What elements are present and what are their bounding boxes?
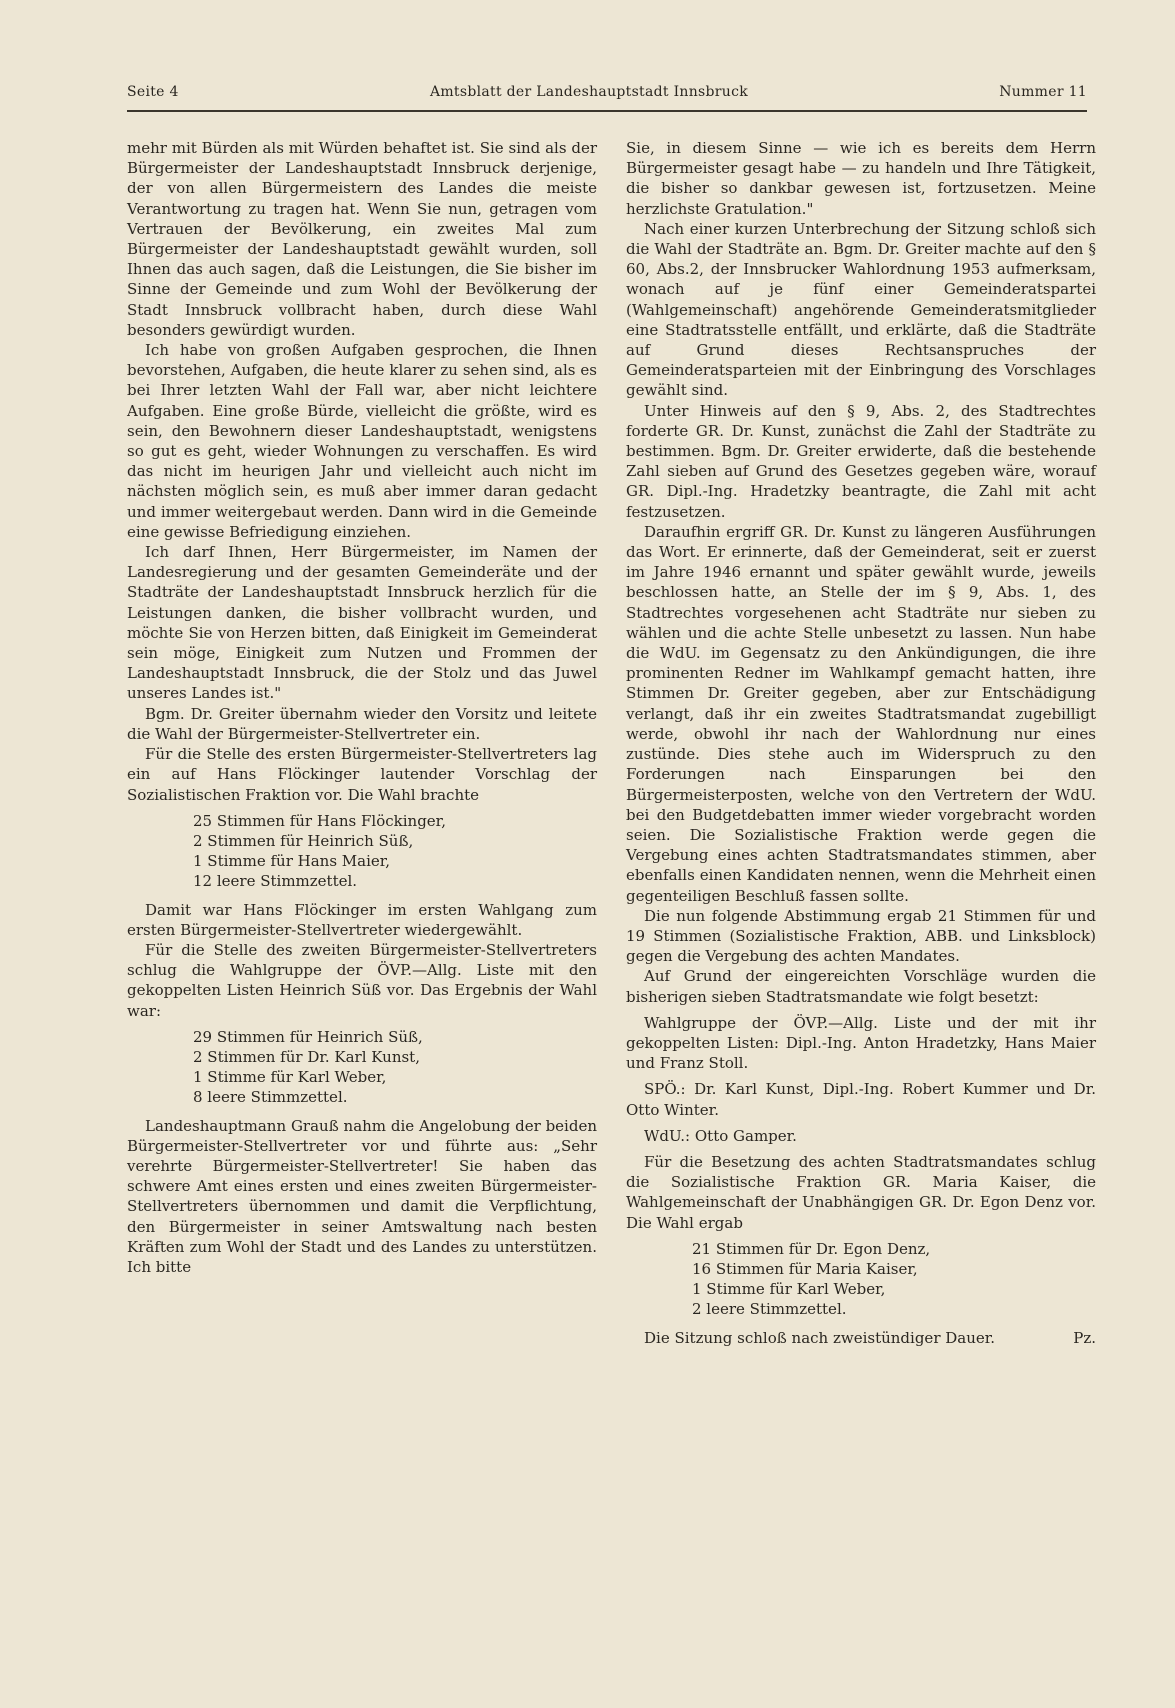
right-column: [626, 138, 1096, 1348]
vote-line: 8 leere Stimmzettel.: [193, 1088, 348, 1107]
vote-result-list: [193, 811, 597, 892]
paragraph: Für die Stelle des zweiten Bürgermeister-Stellvertreters schlug die Wahlgruppe der ÖVP.—Allg. Liste mit den gekoppelten Listen Heinrich Süß vor. Das Ergebnis der Wahl war:: [127, 940, 597, 1020]
vote-line: 2 Stimmen für Dr. Karl Kunst,: [193, 1047, 420, 1066]
paragraph: Sie, in diesem Sinne — wie ich es bereits dem Herrn Bürgermeister gesagt habe — zu handeln und Ihre Tätigkeit, die bisher so dankbar gewesen ist, fortzusetzen. Meine herzlichste Gratulation.": [626, 139, 1096, 218]
vote-line: 25 Stimmen für Hans Flöckinger,: [193, 811, 446, 830]
vote-line: 2 leere Stimmzettel.: [692, 1300, 847, 1319]
paragraph: Daraufhin ergriff GR. Dr. Kunst zu längeren Ausführungen das Wort. Er erinnerte, daß der Gemeinderat, seit er zuerst im Jahre 1946 ernannt und später gewählt wurde, jeweils beschlossen hatte, an Stelle der im § 9, Abs. 1, des Stadtrechtes vorgesehenen acht Stadträte nur sieben zu wählen und die achte Stelle unbesetzt zu lassen. Nun habe die WdU. im Gegensatz zu den Ankündigungen, die ihre prominenten Redner im Wahlkampf gemacht hatten, ihre Stimmen Dr. Greiter gegeben, aber zur Entschädigung verlangt, daß ihr ein zweites Stadtratsmandat zugebilligt werde, obwohl ihr nach der Wahlordnung nur eines zustünde. Dies stehe auch im Widerspruch zu den Forderungen nach Einsparungen bei den Bürgermeisterposten, welche von den Vertretern der WdU. bei den Budgetdebatten immer wieder vorgebracht worden seien. Die Sozialistische Fraktion werde gegen die Vergebung eines achten Stadtratsmandates stimmen, aber ebenfalls einen Kandidaten nennen, wenn die Mehrheit einen gegenteiligen Beschluß fassen sollte.: [626, 522, 1096, 905]
closing-sentence: Die Sitzung schloß nach zweistündiger Dauer.: [644, 1328, 996, 1347]
vote-line: 12 leere Stimmzettel.: [193, 872, 358, 891]
paragraph: Damit war Hans Flöckinger im ersten Wahlgang zum ersten Bürgermeister-Stellvertreter wiedergewählt.: [127, 900, 597, 939]
paragraph: Bgm. Dr. Greiter übernahm wieder den Vorsitz und leitete die Wahl der Bürgermeister-Stellvertreter ein.: [127, 704, 597, 743]
vote-line: 29 Stimmen für Heinrich Süß,: [193, 1027, 423, 1046]
closing-line: [626, 1328, 1096, 1348]
page-number: Seite 4: [127, 84, 179, 100]
header-rule: [127, 110, 1087, 112]
author-signature: Pz.: [1073, 1328, 1096, 1347]
mandate-group: WdU.: Otto Gamper.: [644, 1126, 797, 1145]
mandate-group: Wahlgruppe der ÖVP.—Allg. Liste und der mit ihr gekoppelten Listen: Dipl.-Ing. Anton Hradetzky, Hans Maier und Franz Stoll.: [626, 1013, 1096, 1073]
vote-line: 2 Stimmen für Heinrich Süß,: [193, 831, 414, 850]
vote-result-list: [692, 1239, 1096, 1320]
paragraph: Ich habe von großen Aufgaben gesprochen, die Ihnen bevorstehen, Aufgaben, die heute klarer zu sehen sind, als es bei Ihrer letzten Wahl der Fall war, aber nicht leichtere Aufgaben. Eine große Bürde, vielleicht die größte, wird es sein, den Bewohnern dieser Landeshauptstadt, wenigstens so gut es geht, wieder Wohnungen zu verschaffen. Es wird das nicht im heurigen Jahr und vielleicht auch nicht im nächsten möglich sein, es muß aber immer daran gedacht und immer weitergebaut werden. Dann wird in die Gemeinde eine gewisse Befriedigung einziehen.: [127, 341, 597, 541]
publication-title: Amtsblatt der Landeshauptstadt Innsbruck: [429, 84, 749, 100]
vote-line: 16 Stimmen für Maria Kaiser,: [692, 1259, 918, 1278]
mandate-group: SPÖ.: Dr. Karl Kunst, Dipl.-Ing. Robert Kummer und Dr. Otto Winter.: [626, 1080, 1096, 1119]
vote-line: 21 Stimmen für Dr. Egon Denz,: [692, 1239, 931, 1258]
paragraph: Unter Hinweis auf den § 9, Abs. 2, des Stadtrechtes forderte GR. Dr. Kunst, zunächst die Zahl der Stadträte zu bestimmen. Bgm. Dr. Greiter erwiderte, daß die bestehende Zahl sieben auf Grund des Gesetzes gegeben wäre, worauf GR. Dipl.-Ing. Hradetzky beantragte, die Zahl mit acht festzusetzen.: [626, 401, 1096, 521]
left-column: [127, 138, 597, 1277]
page-header: [127, 84, 1087, 100]
paragraph: mehr mit Bürden als mit Würden behaftet ist. Sie sind als der Bürgermeister der Landeshauptstadt Innsbruck derjenige, der von allen Bürgermeistern des Landes die meiste Verantwortung zu tragen hat. Wenn Sie nun, getragen vom Vertrauen der Bevölkerung, ein zweites Mal zum Bürgermeister der Landeshauptstadt gewählt wurden, soll Ihnen das auch sagen, daß die Leistungen, die Sie bisher im Sinne der Gemeinde und zum Wohl der Bevölkerung der Stadt Innsbruck vollbracht haben, durch diese Wahl besonders gewürdigt wurden.: [127, 139, 597, 339]
issue-number: Nummer 11: [999, 84, 1087, 100]
paragraph: Landeshauptmann Grauß nahm die Angelobung der beiden Bürgermeister-Stellvertreter vor und führte aus: „Sehr verehrte Bürgermeister-Stellvertreter! Sie haben das schwere Amt eines ersten und eines zweiten Bürgermeister-Stellvertreters übernommen und damit die Verpflichtung, den Bürgermeister in seiner Amtswaltung nach besten Kräften zum Wohl der Stadt und des Landes zu unterstützen. Ich bitte: [127, 1116, 597, 1276]
paragraph: Die nun folgende Abstimmung ergab 21 Stimmen für und 19 Stimmen (Sozialistische Fraktion, ABB. und Linksblock) gegen die Vergebung des achten Mandates.: [626, 906, 1096, 966]
paragraph: Für die Besetzung des achten Stadtratsmandates schlug die Sozialistische Fraktion GR. Maria Kaiser, die Wahlgemeinschaft der Unabhängigen GR. Dr. Egon Denz vor. Die Wahl ergab: [626, 1152, 1096, 1232]
vote-line: 1 Stimme für Hans Maier,: [193, 852, 391, 871]
vote-line: 1 Stimme für Karl Weber,: [692, 1280, 886, 1299]
paragraph: Nach einer kurzen Unterbrechung der Sitzung schloß sich die Wahl der Stadträte an. Bgm. Dr. Greiter machte auf den § 60, Abs.2, der Innsbrucker Wahlordnung 1953 aufmerksam, wonach auf je fünf einer Gemeinderatspartei (Wahlgemeinschaft) angehörende Gemeinderatsmitglieder eine Stadtratsstelle entfällt, und erklärte, daß die Stadträte auf Grund dieses Rechtsanspruches der Gemeinderatsparteien mit der Einbringung des Vorschlages gewählt sind.: [626, 219, 1096, 400]
vote-result-list: [193, 1027, 597, 1108]
paragraph: Auf Grund der eingereichten Vorschläge wurden die bisherigen sieben Stadtratsmandate wie folgt besetzt:: [626, 967, 1096, 1006]
paragraph: Für die Stelle des ersten Bürgermeister-Stellvertreters lag ein auf Hans Flöckinger lautender Vorschlag der Sozialistischen Fraktion vor. Die Wahl brachte: [127, 745, 597, 804]
mandate-groups: [626, 1013, 1096, 1146]
paragraph: Ich darf Ihnen, Herr Bürgermeister, im Namen der Landesregierung und der gesamten Gemeinderäte und der Stadträte der Landeshauptstadt Innsbruck herzlich für die Leistungen danken, die bisher vollbracht wurden, und möchte Sie von Herzen bitten, daß Einigkeit im Gemeinderat sein möge, Einigkeit zum Nutzen und Frommen der Landeshauptstadt Innsbruck, die der Stolz und das Juwel unseres Landes ist.": [127, 543, 597, 703]
vote-line: 1 Stimme für Karl Weber,: [193, 1068, 387, 1087]
